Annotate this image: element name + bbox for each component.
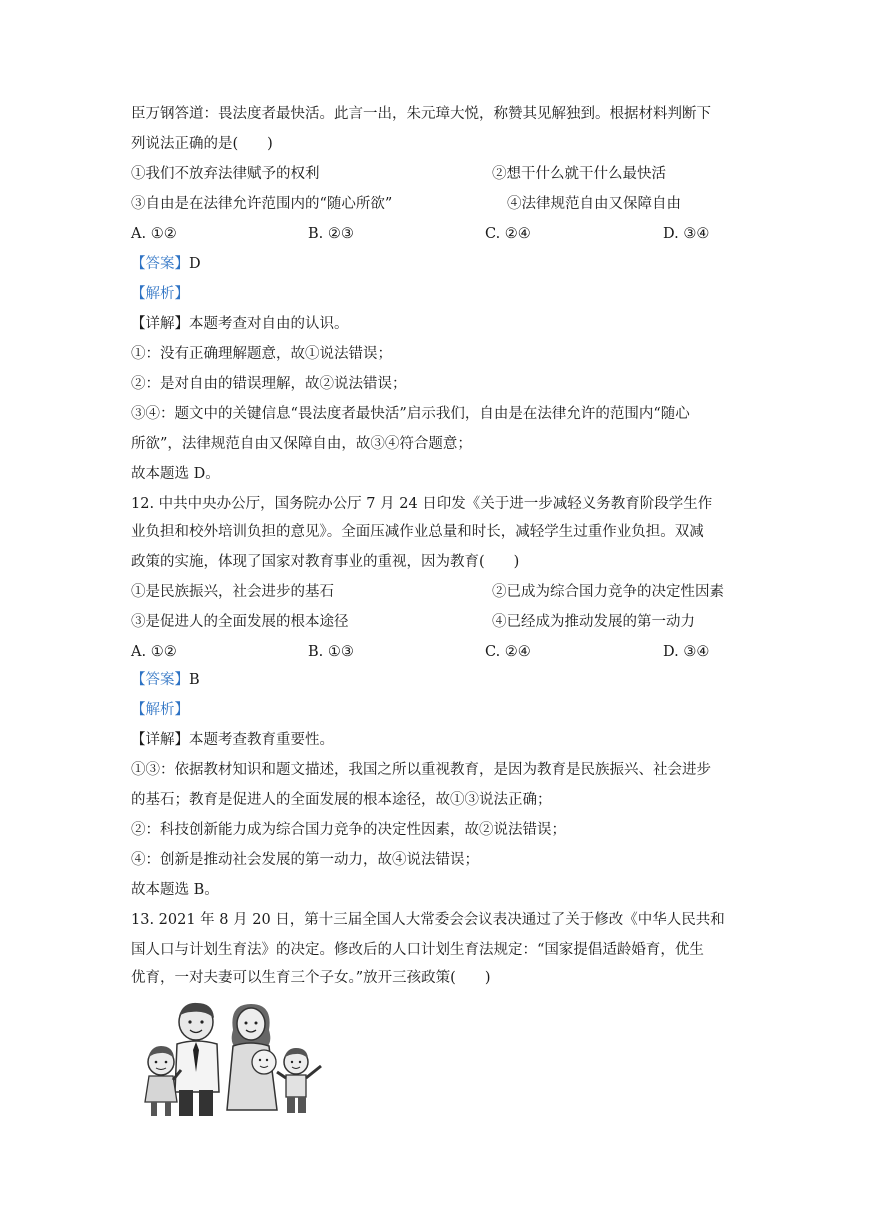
q12-item-2: ②已成为综合国力竞争的决定性因素 xyxy=(492,584,724,600)
q12-analysis-tag: 【解析】 xyxy=(131,702,189,718)
q11-explanation-2: ②：是对自由的错误理解，故②说法错误； xyxy=(131,376,407,392)
q11-item-1: ①我们不放弃法律赋予的权利 xyxy=(131,166,320,182)
q13-stem-line-3: 优育，一对夫妻可以生育三个子女。”放开三孩政策( ) xyxy=(131,970,491,986)
q11-answer xyxy=(131,254,201,274)
q12-item-3: ③是促进人的全面发展的根本途径 xyxy=(131,614,349,630)
q13-stem-line-1: 13. 2021 年 8 月 20 日，第十三届全国人大常委会会议表决通过了关于修改《中华人民共和 xyxy=(131,912,725,928)
q12-explanation-1a: ①③：依据教材知识和题文描述，我国之所以重视教育，是因为教育是民族振兴、社会进步 xyxy=(131,762,711,778)
q11-detail xyxy=(131,314,349,334)
answer-tag: 【答案】 xyxy=(131,256,189,272)
q12-choice-c: C. ②④ xyxy=(485,644,531,660)
q12-item-4: ④已经成为推动发展的第一动力 xyxy=(492,614,695,630)
family-illustration xyxy=(141,1000,333,1118)
q12-explanation-1b: 的基石；教育是促进人的全面发展的根本途径，故①③说法正确； xyxy=(131,792,552,808)
q11-explanation-1: ①：没有正确理解题意，故①说法错误； xyxy=(131,346,392,362)
answer-tag: 【答案】 xyxy=(131,672,189,688)
father-figure xyxy=(175,1003,219,1116)
q12-conclusion: 故本题选 B。 xyxy=(131,882,219,898)
q12-choice-a: A. ①② xyxy=(131,644,177,660)
detail-text: 本题考查对自由的认识。 xyxy=(189,316,349,332)
answer-value: D xyxy=(189,256,201,272)
q12-stem-line-3: 政策的实施，体现了国家对教育事业的重视，因为教育( ) xyxy=(131,554,520,570)
q12-choice-d: D. ③④ xyxy=(663,644,710,660)
q12-stem-line-1: 12. 中共中央办公厅，国务院办公厅 7 月 24 日印发《关于进一步减轻义务教育阶段学生作 xyxy=(131,496,713,512)
q11-item-2: ②想干什么就干什么最快活 xyxy=(492,166,666,182)
q11-choice-c: C. ②④ xyxy=(485,226,531,242)
q12-explanation-2: ②：科技创新能力成为综合国力竞争的决定性因素，故②说法错误； xyxy=(131,822,566,838)
q13-stem-line-2: 国人口与计划生育法》的决定。修改后的人口计划生育法规定：“国家提倡适龄婚育，优生 xyxy=(131,942,704,958)
q11-item-4: ④法律规范自由又保障自由 xyxy=(507,196,681,212)
mother-figure xyxy=(227,1004,277,1110)
q12-stem-line-2: 业负担和校外培训负担的意见》。全面压减作业总量和时长，减轻学生过重作业负担。双减 xyxy=(131,524,704,540)
boy-figure xyxy=(277,1048,321,1113)
q12-explanation-3: ④：创新是推动社会发展的第一动力，故④说法错误； xyxy=(131,852,479,868)
q11-stem-line-1: 臣万钢答道：畏法度者最快活。此言一出，朱元璋大悦，称赞其见解独到。根据材料判断下 xyxy=(131,106,711,122)
q11-analysis-tag: 【解析】 xyxy=(131,286,189,302)
detail-text: 本题考查教育重要性。 xyxy=(189,732,334,748)
q11-explanation-3b: 所欲”，法律规范自由又保障自由，故③④符合题意； xyxy=(131,436,472,452)
q11-choice-b: B. ②③ xyxy=(308,226,354,242)
q11-item-3: ③自由是在法律允许范围内的“随心所欲” xyxy=(131,196,393,212)
q12-answer xyxy=(131,670,200,690)
q12-choice-b: B. ①③ xyxy=(308,644,354,660)
q11-choice-a: A. ①② xyxy=(131,226,177,242)
q11-choice-d: D. ③④ xyxy=(663,226,710,242)
q11-conclusion: 故本题选 D。 xyxy=(131,466,220,482)
answer-value: B xyxy=(189,672,200,688)
q11-stem-line-2: 列说法正确的是( ) xyxy=(131,136,273,152)
q12-item-1: ①是民族振兴，社会进步的基石 xyxy=(131,584,334,600)
q12-detail xyxy=(131,730,334,750)
detail-tag: 【详解】 xyxy=(131,732,189,748)
detail-tag: 【详解】 xyxy=(131,316,189,332)
q11-explanation-3a: ③④：题文中的关键信息“畏法度者最快活”启示我们，自由是在法律允许的范围内“随心 xyxy=(131,406,690,422)
